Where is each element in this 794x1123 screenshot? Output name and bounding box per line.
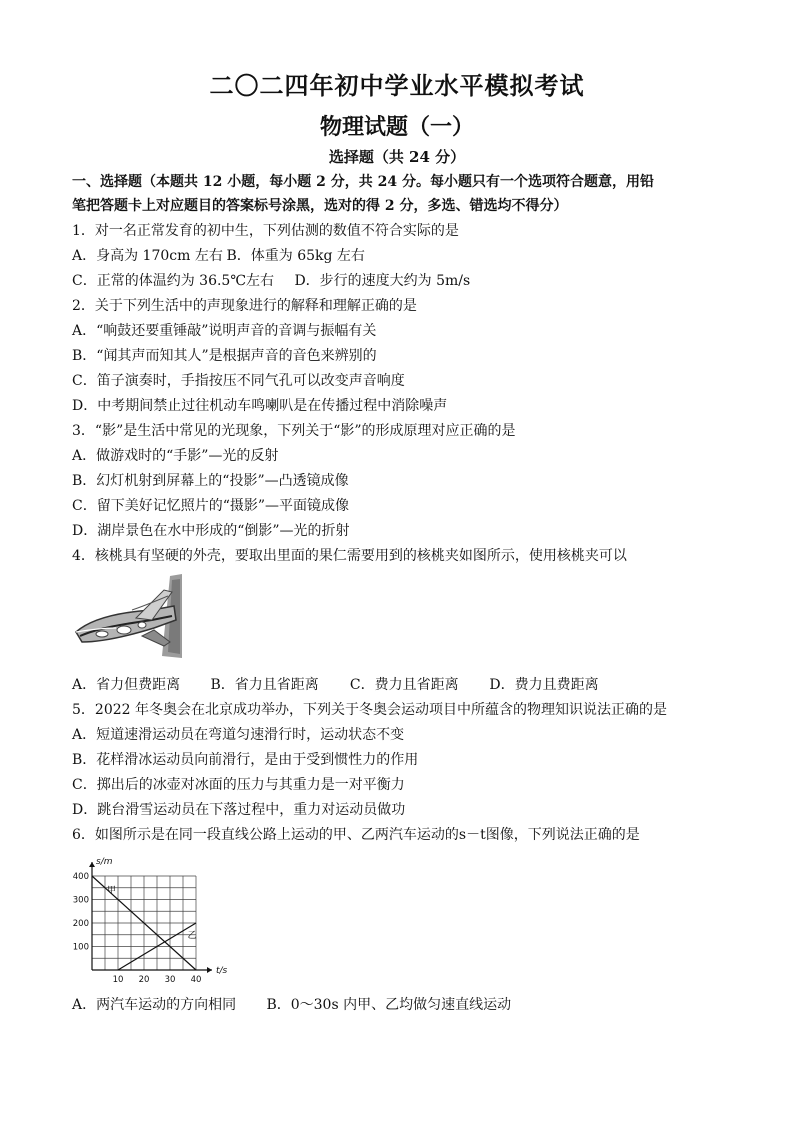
- x-tick-label: 10: [112, 975, 124, 985]
- option-b: B．体重为 65kg 左右: [226, 248, 365, 264]
- question-3-option-d: D．湖岸景色在水中形成的“倒影”—光的折射: [72, 523, 350, 539]
- series-label-yi: 乙: [187, 930, 197, 941]
- section-title: 选择题（共 24 分）: [328, 148, 466, 166]
- st-graph-figure: [70, 852, 240, 987]
- y-tick-label: 300: [72, 895, 89, 906]
- x-tick-label: 20: [138, 975, 150, 985]
- y-axis-arrow: [89, 862, 95, 867]
- question-4-options-row: [72, 675, 732, 695]
- question-1-options-row-2: [72, 271, 732, 291]
- question-3-stem: 3．“影”是生活中常见的光现象，下列关于“影”的形成原理对应正确的是: [72, 423, 516, 439]
- question-5-stem: 5．2022 年冬奥会在北京成功举办，下列关于冬奥会运动项目中所蕴含的物理知识说法正确的是: [72, 702, 667, 718]
- option-a: A．身高为 170cm 左右: [72, 248, 223, 264]
- question-5-option-d: D．跳台滑雪运动员在下落过程中，重力对运动员做功: [72, 802, 406, 818]
- option-d: D．步行的速度大约为 5m/s: [294, 273, 471, 289]
- question-6-stem: 6．如图所示是在同一段直线公路上运动的甲、乙两汽车运动的s－t图像，下列说法正确的是: [72, 827, 640, 843]
- question-1-stem: 1．对一名正常发育的初中生，下列估测的数值不符合实际的是: [72, 223, 459, 239]
- x-axis-label: t/s: [216, 966, 228, 976]
- option-a: A．两汽车运动的方向相同: [72, 997, 237, 1013]
- exam-subtitle: 物理试题（一）: [319, 114, 474, 140]
- question-5-option-c: C．掷出后的冰壶对冰面的压力与其重力是一对平衡力: [72, 777, 405, 793]
- nutcracker-figure: [72, 570, 184, 662]
- question-2-option-d: D．中考期间禁止过往机动车鸣喇叭是在传播过程中消除噪声: [72, 398, 448, 414]
- series-label-jia: 甲: [107, 885, 117, 896]
- option-c: C．正常的体温约为 36.5℃左右: [72, 273, 274, 289]
- question-3-option-a: A．做游戏时的“手影”—光的反射: [72, 448, 279, 464]
- y-axis-label: s/m: [96, 857, 113, 867]
- option-b: B．0～30s 内甲、乙均做匀速直线运动: [266, 997, 512, 1013]
- exam-title: 二〇二四年初中学业水平模拟考试: [209, 71, 585, 100]
- question-1-options-row-1: [72, 246, 732, 266]
- x-tick-label: 40: [190, 975, 202, 985]
- question-5-option-a: A．短道速滑运动员在弯道匀速滑行时，运动状态不变: [72, 727, 405, 743]
- x-tick-label: 30: [164, 975, 176, 985]
- question-3-option-b: B．幻灯机射到屏幕上的“投影”—凸透镜成像: [72, 473, 349, 489]
- y-tick-label: 100: [72, 942, 89, 953]
- question-2-option-b: B．“闻其声而知其人”是根据声音的音色来辨别的: [72, 348, 377, 364]
- question-3-option-c: C．留下美好记忆照片的“摄影”—平面镜成像: [72, 498, 350, 514]
- question-2-option-c: C．笛子演奏时，手指按压不同气孔可以改变声音响度: [72, 373, 405, 389]
- option-b: B．省力且省距离: [210, 677, 319, 693]
- y-tick-label: 200: [72, 919, 89, 929]
- question-4-stem: 4．核桃具有坚硬的外壳，要取出里面的果仁需要用到的核桃夹如图所示，使用核桃夹可以: [72, 548, 627, 564]
- instructions-line-1: 一、选择题（本题共 12 小题，每小题 2 分，共 24 分。每小题只有一个选项符合题意，用铅: [72, 174, 654, 190]
- question-2-stem: 2．关于下列生活中的声现象进行的解释和理解正确的是: [72, 298, 417, 314]
- instructions-line-2: 笔把答题卡上对应题目的答案标号涂黑，选对的得 2 分，多选、错选均不得分）: [72, 198, 568, 214]
- option-c: C．费力且省距离: [349, 677, 459, 693]
- option-d: D．费力且费距离: [489, 677, 599, 693]
- question-2-option-a: A．“响鼓还要重锤敲”说明声音的音调与振幅有关: [72, 323, 377, 339]
- x-axis-arrow: [207, 967, 212, 973]
- option-a: A．省力但费距离: [72, 677, 181, 693]
- y-tick-label: 400: [72, 872, 89, 882]
- question-5-option-b: B．花样滑冰运动员向前滑行，是由于受到惯性力的作用: [72, 752, 419, 768]
- question-6-options-row: [72, 995, 732, 1015]
